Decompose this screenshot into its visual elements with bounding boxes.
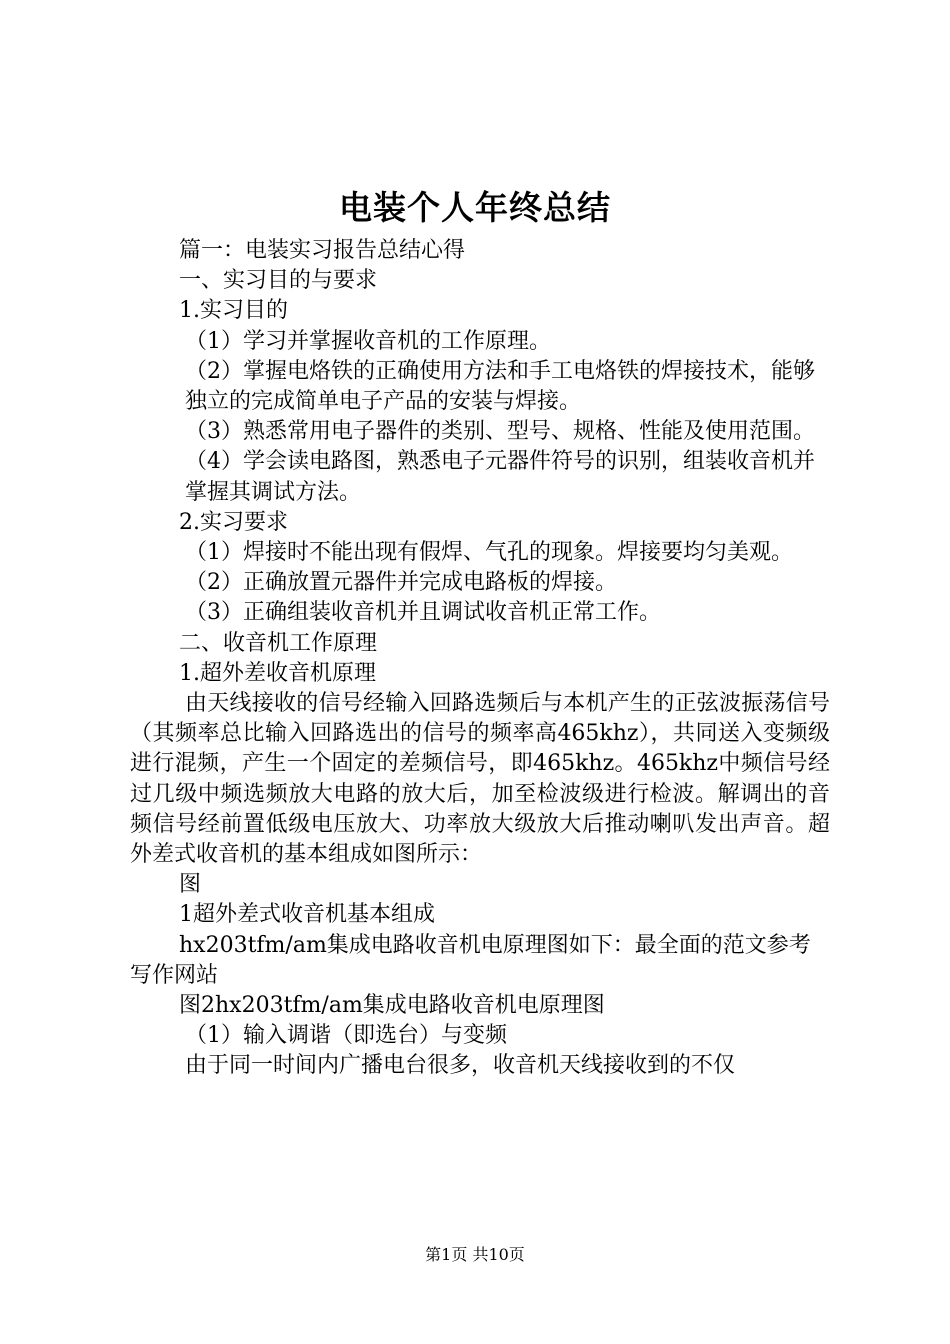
paragraph-item: （3）熟悉常用电子器件的类别、型号、规格、性能及使用范围。 [185, 419, 815, 445]
paragraph-heading-1: 一、实习目的与要求 [179, 268, 378, 294]
paragraph-body: hx203tfm/am集成电路收音机电原理图如下：最全面的范文参考写作网站 [130, 932, 811, 988]
paragraph-item: （4）学会读电路图，熟悉电子元器件符号的识别，组装收音机并掌握其调试方法。 [185, 449, 815, 505]
paragraph-section-heading: 篇一：电装实习报告总结心得 [179, 238, 466, 263]
page-footer: 第1页 共10页 [425, 1245, 525, 1264]
paragraph-subheading-1: 1.实习目的 [179, 298, 288, 324]
paragraph-subheading-2: 2.实习要求 [179, 509, 288, 535]
document-title: 电装个人年终总结 [339, 188, 611, 227]
paragraph-item: （2）正确放置元器件并完成电路板的焊接。 [185, 570, 617, 596]
paragraph-item: （3）正确组装收音机并且调试收音机正常工作。 [185, 600, 661, 626]
paragraph-item: （1）学习并掌握收音机的工作原理。 [185, 328, 551, 354]
paragraph-item [130, 357, 830, 417]
document-body [130, 236, 830, 1082]
paragraph-body: 由于同一时间内广播电台很多，收音机天线接收到的不仅 [185, 1053, 736, 1079]
paragraph-body: 由天线接收的信号经输入回路选频后与本机产生的正弦波振荡信号（其频率总比输入回路选出的信号的频率高465khz），共同送入变频级进行混频，产生一个固定的差频信号，即465khz。465khz中频信号经过几级中频选频放大电路的放大后，加至检波级进行检波。解调出的音频信号经前置低级电压放大、功率放大级放大后推动喇叭发出声音。超外差式收音机的基本组成如图所示： [130, 691, 830, 868]
paragraph-figure-caption: 图2hx203tfm/am集成电路收音机电原理图 [179, 993, 605, 1019]
paragraph-figure-label: 图 [179, 872, 202, 898]
paragraph-item: （1）输入调谐（即选台）与变频 [185, 1023, 507, 1049]
paragraph-figure-caption: 1超外差式收音机基本组成 [179, 902, 435, 928]
paragraph-heading-2: 二、收音机工作原理 [179, 630, 378, 656]
paragraph-subheading-3: 1.超外差收音机原理 [179, 660, 376, 686]
paragraph-item-text: （2）掌握电烙铁的正确使用方法和手工电烙铁的焊接技术，能够独立的完成简单电子产品的安装与焊接。 [185, 358, 815, 415]
paragraph-item: （1）焊接时不能出现有假焊、气孔的现象。焊接要均匀美观。 [185, 540, 793, 566]
